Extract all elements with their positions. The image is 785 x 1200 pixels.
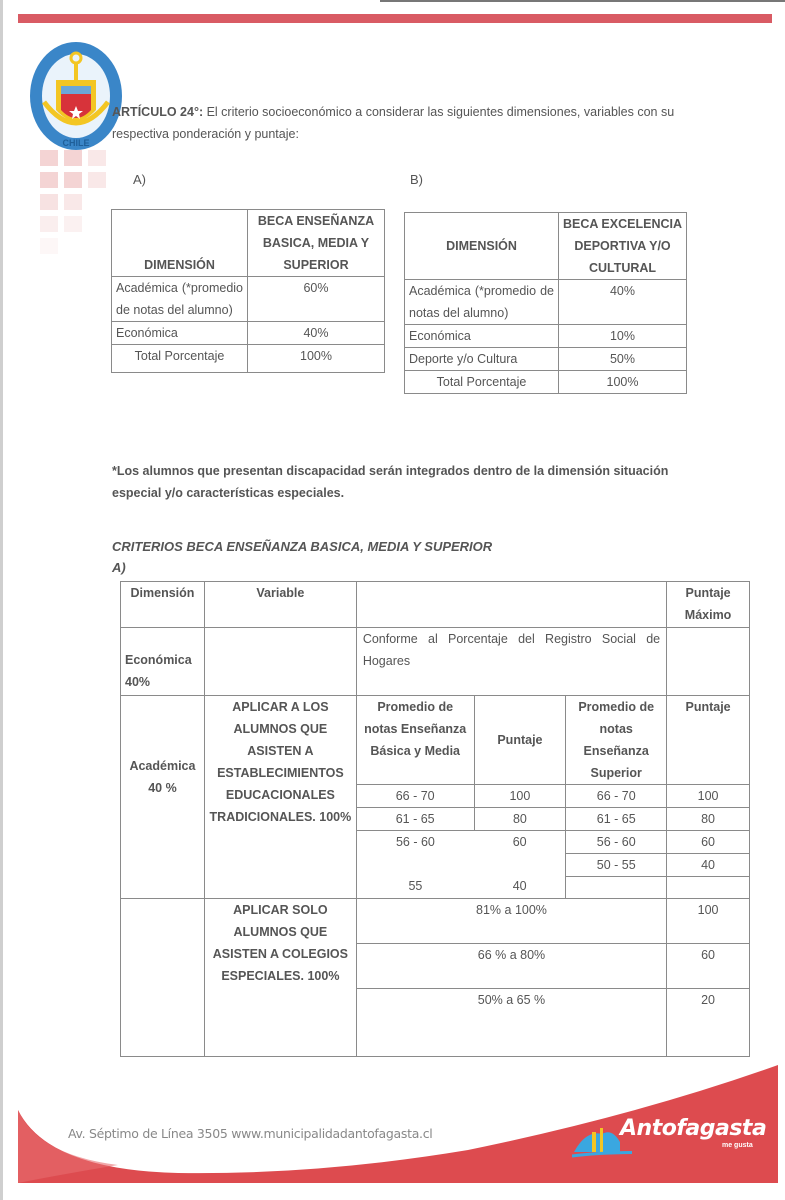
- academica-header-row: [121, 696, 750, 785]
- table-a-label: A): [133, 172, 146, 187]
- table-row: [405, 280, 687, 325]
- cell-value: 100%: [559, 371, 687, 394]
- superior-score: 40: [667, 854, 750, 877]
- cell-dimension: Académica (*promedio de notas del alumno): [112, 277, 248, 322]
- cell-value: 100%: [248, 345, 385, 373]
- basica-score: 40: [512, 879, 527, 893]
- economica-variable-empty: [204, 628, 356, 696]
- superior-score: 60: [667, 831, 750, 854]
- cell-dimension: Académica (*promedio de notas del alumno): [405, 280, 559, 325]
- cell-value: 50%: [559, 348, 687, 371]
- superior-empty: [566, 877, 667, 899]
- table-a-header-beca: BECA ENSEÑANZA BASICA, MEDIA Y SUPERIOR: [248, 210, 385, 277]
- table-a: [111, 209, 385, 373]
- header-variable: Variable: [204, 582, 356, 628]
- col-superior: Promedio de notas Enseñanza Superior: [566, 696, 667, 785]
- table-row: [405, 325, 687, 348]
- table-row: [112, 277, 385, 322]
- municipal-seal-logo: [28, 40, 124, 152]
- cell-value: 60%: [248, 277, 385, 322]
- superior-range: 61 - 65: [566, 808, 667, 831]
- table-b-label: B): [410, 172, 423, 187]
- basica-range-pair: [356, 831, 474, 899]
- economica-score-empty: [667, 628, 750, 696]
- superior-score: 100: [667, 785, 750, 808]
- cell-dimension: Económica: [405, 325, 559, 348]
- criterios-table: [120, 581, 750, 1057]
- cell-dimension: Deporte y/o Cultura: [405, 348, 559, 371]
- cell-dimension: Económica: [112, 322, 248, 345]
- seal-bottom-text: CHILE: [62, 138, 90, 148]
- especiales-score: 100: [667, 899, 750, 944]
- basica-score: 100: [474, 785, 566, 808]
- scan-top-line: [380, 0, 785, 2]
- especiales-dimension-empty: [121, 899, 205, 1057]
- article-heading: ARTÍCULO 24°:: [112, 105, 204, 119]
- superior-range: 56 - 60: [566, 831, 667, 854]
- cell-dimension: Total Porcentaje: [112, 345, 248, 373]
- superior-score: 80: [667, 808, 750, 831]
- basica-range: 66 - 70: [356, 785, 474, 808]
- table-row: [405, 371, 687, 394]
- basica-score: 80: [474, 808, 566, 831]
- table-b-header-beca: BECA EXCELENCIA DEPORTIVA Y/O CULTURAL: [559, 213, 687, 280]
- brand-tagline: me gusta: [722, 1142, 753, 1149]
- especiales-range: 66 % a 80%: [356, 944, 666, 989]
- especiales-variable: APLICAR SOLO ALUMNOS QUE ASISTEN A COLEGIOS ESPECIALES. 100%: [204, 899, 356, 1057]
- header-band: [18, 14, 772, 23]
- criterios-title: CRITERIOS BECA ENSEÑANZA BASICA, MEDIA Y SUPERIOR: [112, 539, 493, 554]
- basica-range: 61 - 65: [356, 808, 474, 831]
- tradicionales-variable: APLICAR A LOS ALUMNOS QUE ASISTEN A ESTABLECIMIENTOS EDUCACIONALES TRADICIONALES. 100%: [204, 696, 356, 899]
- article-paragraph: [112, 101, 712, 145]
- especiales-range: 50% a 65 %: [356, 989, 666, 1057]
- header-max-score: Puntaje Máximo: [667, 582, 750, 628]
- footer-address: Av. Séptimo de Línea 3505 www.municipalidadantofagasta.cl: [68, 1126, 433, 1141]
- cell-dimension: Total Porcentaje: [405, 371, 559, 394]
- header-dimension: Dimensión: [121, 582, 205, 628]
- cell-value: 40%: [248, 322, 385, 345]
- col-puntaje: Puntaje: [474, 696, 566, 785]
- cell-value: 10%: [559, 325, 687, 348]
- basica-range: 56 - 60: [395, 835, 435, 849]
- superior-range: 66 - 70: [566, 785, 667, 808]
- table-b: [404, 212, 687, 394]
- basica-score-pair: [474, 831, 566, 899]
- criterios-sub-label: A): [112, 560, 126, 575]
- economica-dimension: Económica 40%: [121, 628, 205, 696]
- table-b-header-dimension: DIMENSIÓN: [405, 213, 559, 280]
- col-puntaje-2: Puntaje: [667, 696, 750, 785]
- table-row: [121, 899, 750, 944]
- basica-range: 55: [408, 879, 423, 893]
- cell-value: 40%: [559, 280, 687, 325]
- header-empty: [356, 582, 666, 628]
- especiales-range: 81% a 100%: [356, 899, 666, 944]
- economica-description: Conforme al Porcentaje del Registro Social de Hogares: [356, 628, 666, 696]
- col-basica-media: Promedio de notas Enseñanza Básica y Media: [356, 696, 474, 785]
- antofagasta-brand-logo: [572, 1116, 767, 1164]
- table-row: [112, 345, 385, 373]
- disability-note: *Los alumnos que presentan discapacidad serán integrados dentro de la dimensión situación especial y/o características especiales.: [112, 464, 669, 500]
- economica-row: [121, 628, 750, 696]
- table-row: [405, 348, 687, 371]
- academica-dimension: Académica 40 %: [121, 696, 205, 899]
- table-row: [112, 322, 385, 345]
- especiales-score: 20: [667, 989, 750, 1057]
- superior-empty: [667, 877, 750, 899]
- brand-name: Antofagasta: [620, 1116, 767, 1141]
- article-body: El criterio socioeconómico a considerar las siguientes dimensiones, variables con su respectiva ponderación y puntaje:: [112, 105, 675, 141]
- basica-score: 60: [512, 835, 527, 849]
- table-a-header-dimension: DIMENSIÓN: [112, 210, 248, 277]
- especiales-score: 60: [667, 944, 750, 989]
- scan-edge: [0, 0, 3, 1200]
- decorative-squares: [40, 150, 110, 260]
- superior-range: 50 - 55: [566, 854, 667, 877]
